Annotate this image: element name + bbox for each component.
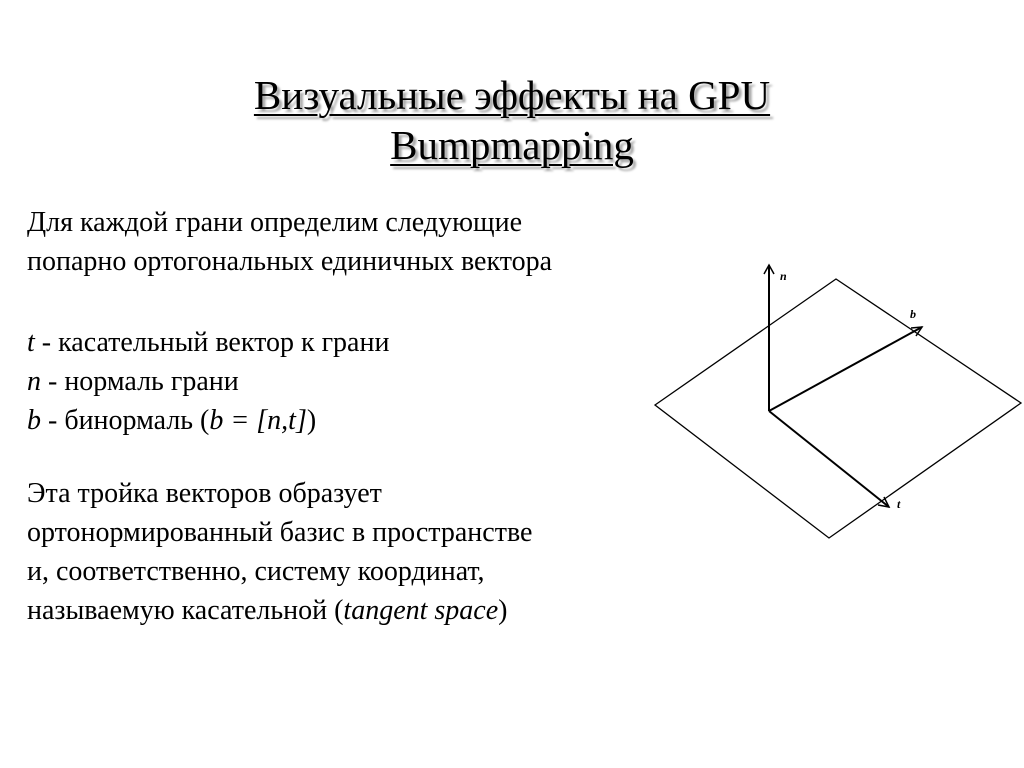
definition-tangent-text: - касательный вектор к грани (34, 327, 390, 358)
summary-line-3: и, соответственно, систему координат, (27, 556, 485, 587)
binormal-close-paren: ) (306, 405, 317, 436)
label-n: n (780, 269, 787, 283)
title-line-1: Визуальные эффекты на GPU (253, 72, 771, 118)
summary-line-2: ортонормированный базис в пространстве (27, 517, 533, 548)
label-b: b (910, 307, 916, 321)
tangent-vector (769, 411, 889, 507)
definition-normal-text: - нормаль грани (41, 366, 239, 397)
intro-line-2: попарно ортогональных единичных вектора (27, 246, 553, 277)
label-t: t (897, 497, 901, 511)
summary-line-1: Эта тройка векторов образует (27, 478, 382, 509)
summary-line-4-prefix: называемую касательной ( (27, 595, 344, 626)
intro-line-1: Для каждой грани определим следующие (27, 207, 523, 238)
binormal-vector (769, 327, 922, 411)
face-plane (655, 279, 1021, 538)
summary-line-4-suffix: ) (498, 595, 508, 626)
definition-binormal-text: - бинормаль ( (41, 405, 210, 436)
symbol-n: n (27, 366, 41, 397)
binormal-formula: b = [n,t] (209, 405, 307, 436)
tangent-space-term: tangent space (343, 595, 499, 626)
symbol-t: t (27, 327, 35, 358)
title-line-2: Bumpmapping (390, 122, 634, 168)
symbol-b: b (27, 405, 41, 436)
